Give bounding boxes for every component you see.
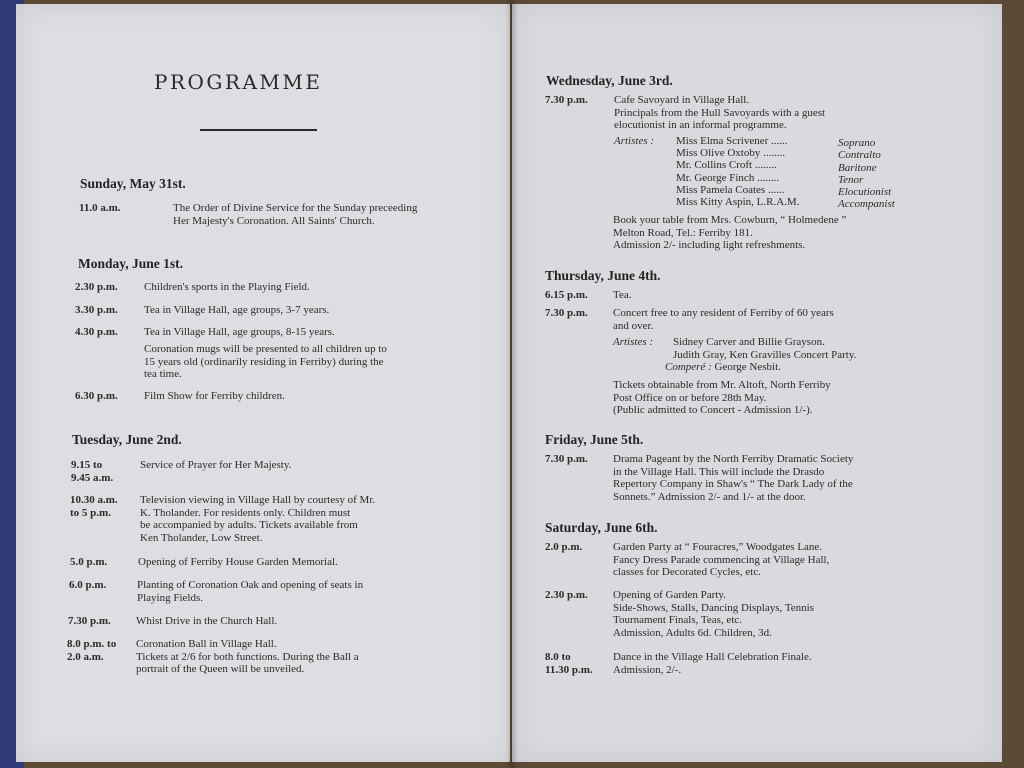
event-time: 4.30 p.m. [75, 326, 118, 338]
event-row [79, 202, 499, 230]
event-desc: The Order of Divine Service for the Sunday preceeding Her Majesty's Coronation. All Saints' Church. [173, 202, 418, 227]
event-time: 6.15 p.m. [545, 289, 588, 301]
event-time: 6.0 p.m. [69, 579, 107, 591]
event-time: 2.30 p.m. [545, 589, 588, 601]
event-time: 11.0 a.m. [79, 202, 121, 214]
event-desc: Television viewing in Village Hall by courtesy of Mr. K. Tholander. For residents only. Children must be accompanied by adults. Tickets available from Ken Tholander, Low Street. [140, 494, 376, 544]
day-heading-friday: Friday, June 5th. [545, 432, 644, 447]
booking-info: Book your table from Mrs. Cowburn, “ Holmedene ” Melton Road, Tel.: Ferriby 181. Admission 2/- including light refreshments. [613, 214, 847, 252]
artiste-role: Soprano [838, 137, 876, 149]
event-desc: Whist Drive in the Church Hall. [136, 615, 278, 627]
event-time: 7.30 p.m. [545, 307, 588, 319]
event-row [545, 541, 985, 581]
event-row [75, 343, 495, 383]
day-heading-tuesday: Tuesday, June 2nd. [72, 432, 182, 447]
artiste-role: Tenor [838, 174, 864, 186]
event-row [75, 304, 495, 318]
title-rule [200, 129, 317, 131]
event-desc: Opening of Ferriby House Garden Memorial. [138, 556, 338, 568]
event-desc: Service of Prayer for Her Majesty. [140, 459, 292, 471]
programme-title: PROGRAMME [154, 70, 323, 94]
artistes-list [614, 135, 914, 211]
event-time: 8.0 p.m. to 2.0 a.m. [67, 638, 117, 663]
day-heading-wednesday: Wednesday, June 3rd. [546, 73, 673, 88]
event-row [75, 390, 495, 404]
artiste-role: Elocutionist [838, 186, 892, 198]
event-time: 2.0 p.m. [545, 541, 583, 553]
event-row [545, 651, 985, 679]
artistes-label: Artistes : [614, 135, 655, 147]
event-row [75, 326, 495, 340]
event-desc: Tea in Village Hall, age groups, 3-7 years. [144, 304, 330, 316]
artiste-role: Accompanist [838, 198, 895, 210]
artiste-role: Contralto [838, 149, 881, 161]
page-fold [506, 0, 518, 768]
artiste-role: Baritone [838, 162, 877, 174]
event-row [70, 556, 494, 570]
event-desc: Cafe Savoyard in Village Hall. Principals from the Hull Savoyards with a guest elocutionist in an informal programme. [614, 94, 826, 132]
event-row [545, 307, 985, 335]
event-row [71, 459, 495, 487]
event-time: 7.30 p.m. [545, 453, 588, 465]
event-desc: Garden Party at “ Fouracres,” Woodgates Lane. Fancy Dress Parade commencing at Village Hall, classes for Decorated Cycles, etc. [613, 541, 830, 579]
artiste-name: Miss Kitty Aspin, L.R.A.M. [676, 196, 800, 208]
day-heading-saturday: Saturday, June 6th. [545, 520, 658, 535]
event-desc: Concert free to any resident of Ferriby of 60 years and over. [613, 307, 834, 332]
event-desc: Coronation mugs will be presented to all children up to 15 years old (ordinarily residing in Ferriby) during the tea time. [144, 343, 387, 381]
event-time: 7.30 p.m. [545, 94, 588, 106]
event-desc: Planting of Coronation Oak and opening of seats in Playing Fields. [137, 579, 364, 604]
event-row [70, 494, 494, 548]
concert-artistes [613, 336, 913, 376]
compere-label: Comperé : [665, 361, 712, 373]
event-time: 9.15 to 9.45 a.m. [71, 459, 114, 484]
event-desc: Tea. [613, 289, 632, 301]
event-row [67, 638, 491, 678]
compere-row [665, 361, 781, 373]
event-desc: Drama Pageant by the North Ferriby Dramatic Society in the Village Hall. This will include the Drasdo Repertory Company in Shaw's “ The Dark Lady of the Sonnets.” Admission 2/- and 1/- at the door. [613, 453, 854, 503]
ticket-info: Tickets obtainable from Mr. Altoft, North Ferriby Post Office on or before 28th May. (Public admitted to Concert - Admission 1/-). [613, 379, 831, 417]
event-row [545, 94, 985, 134]
artiste-line: Judith Gray, Ken Gravilles Concert Party. [673, 349, 857, 361]
day-heading-sunday: Sunday, May 31st. [80, 176, 186, 191]
event-desc: Tea in Village Hall, age groups, 8-15 years. [144, 326, 335, 338]
event-time: 6.30 p.m. [75, 390, 118, 402]
event-desc: Dance in the Village Hall Celebration Finale. Admission, 2/-. [613, 651, 812, 676]
event-row [68, 615, 492, 629]
event-row [69, 579, 493, 607]
compere-name: George Nesbit. [714, 361, 781, 373]
event-row [545, 589, 985, 643]
event-desc: Film Show for Ferriby children. [144, 390, 285, 402]
event-desc: Coronation Ball in Village Hall. Tickets at 2/6 for both functions. During the Ball a portrait of the Queen will be unveiled. [136, 638, 359, 676]
day-heading-monday: Monday, June 1st. [78, 256, 184, 271]
event-time: 2.30 p.m. [75, 281, 118, 293]
event-time: 7.30 p.m. [68, 615, 111, 627]
event-time: 5.0 p.m. [70, 556, 108, 568]
event-desc: Children's sports in the Playing Field. [144, 281, 310, 293]
event-row [75, 281, 495, 295]
event-time: 8.0 to 11.30 p.m. [545, 651, 593, 676]
event-row [545, 289, 985, 303]
artiste-name: Mr. Collins Croft ........ [676, 159, 777, 171]
event-desc: Opening of Garden Party. Side-Shows, Stalls, Dancing Displays, Tennis Tournament Finals, Teas, etc. Admission, Adults 6d. Children, 3d. [613, 589, 814, 639]
artiste-name: Miss Elma Scrivener ...... [676, 135, 788, 147]
artiste-name: Miss Olive Oxtoby ........ [676, 147, 786, 159]
event-time: 10.30 a.m. to 5 p.m. [70, 494, 118, 519]
day-heading-thursday: Thursday, June 4th. [545, 268, 661, 283]
event-time: 3.30 p.m. [75, 304, 118, 316]
artiste-name: Mr. George Finch ........ [676, 172, 780, 184]
event-row [545, 453, 985, 507]
artiste-name: Miss Pamela Coates ...... [676, 184, 785, 196]
artiste-line: Sidney Carver and Billie Grayson. [673, 336, 825, 348]
artistes-label: Artistes : [613, 336, 654, 348]
